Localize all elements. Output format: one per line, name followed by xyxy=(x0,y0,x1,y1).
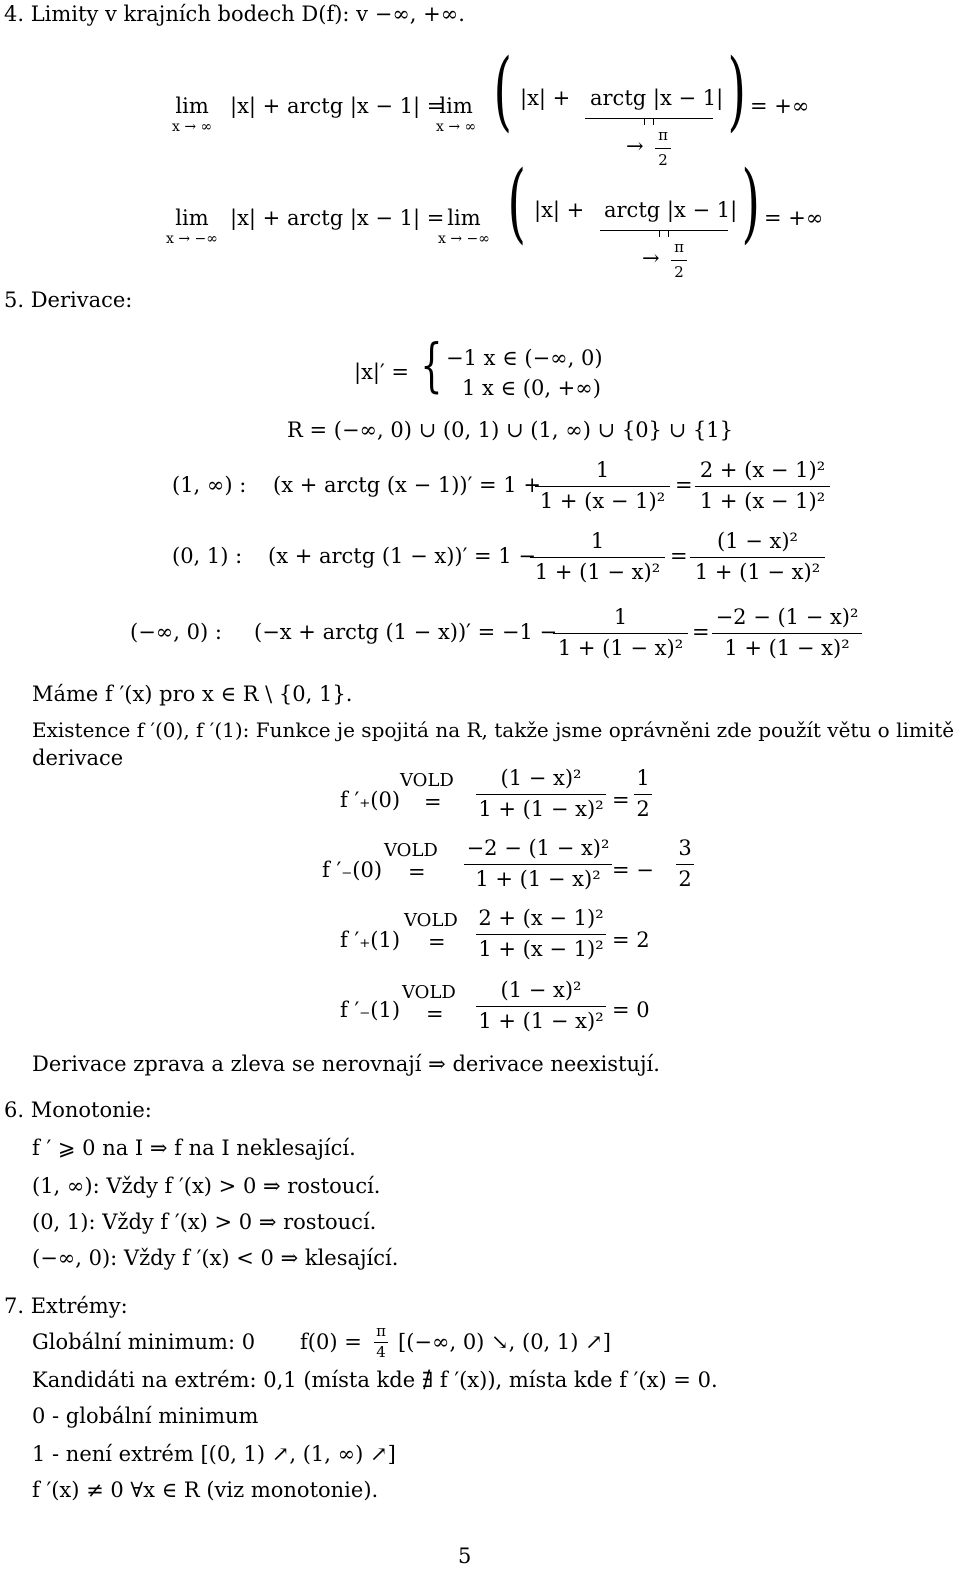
derivative-3-interval: (−∞, 0) : xyxy=(130,620,222,644)
limit-2-left-paren: ( xyxy=(507,153,527,253)
derivative-1-result: 2 + (x − 1)² 1 + (x − 1)² xyxy=(695,460,830,512)
section-5-heading: 5. Derivace: xyxy=(4,288,133,312)
limit-2-lim2: lim x → −∞ xyxy=(438,206,490,247)
section-7-heading: 7. Extrémy: xyxy=(4,1294,128,1318)
derivative-2-eq: = xyxy=(670,544,688,568)
limit-1-lim: lim x → ∞ xyxy=(172,94,213,135)
onesided-3-vold: VOLD xyxy=(404,910,458,931)
monotonie-line-1: f ′ ⩾ 0 na I ⇒ f na I neklesající. xyxy=(32,1136,356,1160)
limit-2-result: = +∞ xyxy=(764,206,824,230)
derivative-conclusion: Derivace zprava a zleva se nerovnají ⇒ derivace neexistují. xyxy=(32,1052,660,1076)
derivative-2-interval: (0, 1) : xyxy=(172,544,243,568)
limit-2-lim: lim x → −∞ xyxy=(166,206,218,247)
limit-2-arctg: arctg |x − 1| xyxy=(604,198,738,222)
abs-derivative-brace: { xyxy=(420,331,443,399)
limit-1-result: = +∞ xyxy=(750,94,810,118)
derivative-3-fraction: 1 1 + (1 − x)² xyxy=(553,607,688,659)
extrema-line-2: 0 - globální minimum xyxy=(32,1404,259,1428)
onesided-1-fraction: (1 − x)² 1 + (1 − x)² xyxy=(476,768,606,820)
derivace-line: derivace xyxy=(32,746,124,770)
extrema-line-3: 1 - není extrém [(0, 1) ↗, (1, ∞) ↗] xyxy=(32,1442,396,1466)
global-minimum-pi-over-4: π 4 xyxy=(374,1324,388,1360)
extrema-line-4: f ′(x) ≠ 0 ∀x ∈ R (viz monotonie). xyxy=(32,1478,379,1502)
global-minimum-tail: [(−∞, 0) ↘, (0, 1) ↗] xyxy=(398,1330,611,1354)
derivative-2-fraction: 1 1 + (1 − x)² xyxy=(530,531,665,583)
abs-derivative-row-2: 1 x ∈ (0, +∞) xyxy=(462,376,601,400)
derivative-1-interval: (1, ∞) : xyxy=(172,473,247,497)
domain-decomposition: R = (−∞, 0) ∪ (0, 1) ∪ (1, ∞) ∪ {0} ∪ {1} xyxy=(287,418,733,442)
onesided-4-vold: VOLD xyxy=(402,982,456,1003)
limit-1-left-paren: ( xyxy=(493,41,513,141)
onesided-4-result: = 0 xyxy=(612,998,650,1022)
onesided-4-eq: = xyxy=(426,1002,444,1026)
onesided-3-result: = 2 xyxy=(612,928,650,952)
abs-derivative-lhs: |x|′ = xyxy=(354,360,410,384)
derivative-2-result: (1 − x)² 1 + (1 − x)² xyxy=(690,531,825,583)
limit-2-inner: |x| + xyxy=(534,198,585,222)
monotonie-line-2: (1, ∞): Vždy f ′(x) > 0 ⇒ rostoucí. xyxy=(32,1174,381,1198)
limit-1-expr: |x| + arctg |x − 1| = xyxy=(230,94,445,118)
onesided-2-vold: VOLD xyxy=(384,840,438,861)
limit-2-arrow: → xyxy=(642,246,660,270)
derivative-1-eq: = xyxy=(675,473,693,497)
derivative-1-fraction: 1 1 + (x − 1)² xyxy=(535,460,670,512)
onesided-1-vold: VOLD xyxy=(400,770,454,791)
limit-1-arrow: → xyxy=(626,134,644,158)
limit-2-expr: |x| + arctg |x − 1| = xyxy=(230,206,445,230)
mame-line: Máme f ′(x) pro x ∈ R \ {0, 1}. xyxy=(32,682,353,706)
global-minimum-label: Globální minimum: 0 xyxy=(32,1330,256,1354)
limit-1-pi-over-2: π 2 xyxy=(655,128,671,168)
derivative-1-lhs: (x + arctg (x − 1))′ = 1 + xyxy=(273,473,541,497)
monotonie-line-4: (−∞, 0): Vždy f ′(x) < 0 ⇒ klesající. xyxy=(32,1246,399,1270)
onesided-1-result: 1 2 xyxy=(634,768,652,820)
derivative-2-lhs: (x + arctg (1 − x))′ = 1 − xyxy=(268,544,536,568)
section-6-heading: 6. Monotonie: xyxy=(4,1098,152,1122)
onesided-3-lhs: f ′₊(1) xyxy=(340,928,401,952)
extrema-line-1: Kandidáti na extrém: 0,1 (místa kde ∄ f ′(x)), místa kde f ′(x) = 0. xyxy=(32,1368,718,1392)
onesided-2-res-eq: = − xyxy=(612,858,654,882)
existence-line: Existence f ′(0), f ′(1): Funkce je spojitá na R, takže jsme oprávněni zde použít větu o limitě xyxy=(32,718,955,742)
global-minimum-value: f(0) = xyxy=(300,1330,362,1354)
onesided-2-fraction: −2 − (1 − x)² 1 + (1 − x)² xyxy=(464,838,612,890)
limit-1-inner: |x| + xyxy=(520,86,571,110)
onesided-3-eq: = xyxy=(428,930,446,954)
limit-1-arctg: arctg |x − 1| xyxy=(590,86,724,110)
monotonie-line-3: (0, 1): Vždy f ′(x) > 0 ⇒ rostoucí. xyxy=(32,1210,377,1234)
section-4-heading: 4. Limity v krajních bodech D(f): v −∞, +∞. xyxy=(4,2,465,26)
onesided-3-fraction: 2 + (x − 1)² 1 + (x − 1)² xyxy=(476,908,606,960)
onesided-2-eq: = xyxy=(408,860,426,884)
derivative-3-lhs: (−x + arctg (1 − x))′ = −1 − xyxy=(254,620,558,644)
onesided-1-eq: = xyxy=(424,790,442,814)
abs-derivative-row-1: −1 x ∈ (−∞, 0) xyxy=(446,346,603,370)
onesided-4-fraction: (1 − x)² 1 + (1 − x)² xyxy=(476,980,606,1032)
limit-2-underbrace xyxy=(600,224,728,231)
limit-2-pi-over-2: π 2 xyxy=(671,240,687,280)
onesided-2-lhs: f ′₋(0) xyxy=(322,858,383,882)
onesided-4-lhs: f ′₋(1) xyxy=(340,998,401,1022)
limit-1-lim2: lim x → ∞ xyxy=(436,94,477,135)
onesided-1-lhs: f ′₊(0) xyxy=(340,788,401,812)
page-number: 5 xyxy=(458,1544,472,1568)
derivative-3-result: −2 − (1 − x)² 1 + (1 − x)² xyxy=(712,607,862,659)
onesided-1-res-eq: = xyxy=(612,788,630,812)
limit-1-right-paren: ) xyxy=(727,41,747,141)
derivative-3-eq: = xyxy=(692,620,710,644)
limit-2-right-paren: ) xyxy=(741,153,761,253)
limit-1-underbrace xyxy=(585,112,713,119)
onesided-2-result: 3 2 xyxy=(676,838,694,890)
